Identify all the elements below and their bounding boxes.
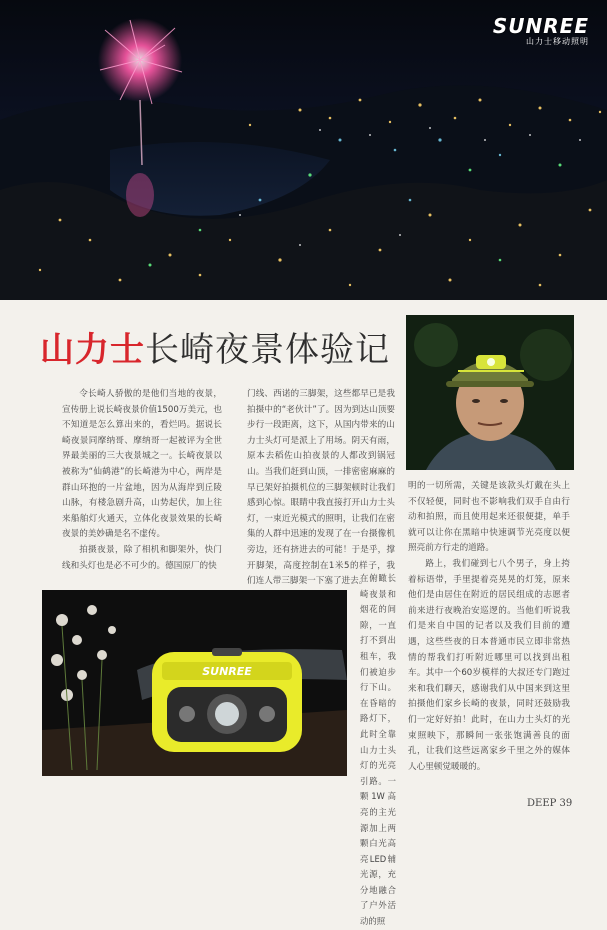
sunree-logo <box>493 14 589 47</box>
product-photo <box>42 590 347 776</box>
logo-wordmark: SUNREE <box>492 14 589 38</box>
man-with-headlamp-illustration <box>406 315 574 470</box>
body-column-2 <box>247 387 395 590</box>
product-brand-text: SUNREE <box>202 665 252 678</box>
hero-photo <box>0 0 607 300</box>
page-number: DEEP 39 <box>527 798 573 809</box>
portrait-photo <box>406 315 574 470</box>
paragraph: 在俯瞰长崎夜景和烟花的间隙，一直打不到出租车，我们被迫步行下山。在昏暗的路灯下，此时全靠山力士头灯的光亮引路。一颗1W高亮的主光源加上两颗白光高亮LED辅光源，充分地融合了户外活动的照 <box>360 573 396 927</box>
title-rest: 长崎夜景体验记 <box>145 330 390 370</box>
body-column-3 <box>360 571 396 930</box>
paragraph: 明的一切所需，关键是该款头灯戴在头上不仅轻便，同时也不影响我们双手自由行动和拍照，而且使用起来还很便捷，单手就可以让你在黑暗中快速调节光亮度以便照亮前方行走的道路。 <box>408 481 570 554</box>
headlamp-product-illustration <box>42 590 347 776</box>
logo-tagline: 山力士移动照明 <box>526 37 589 46</box>
paragraph: 令长崎人骄傲的是他们当地的夜景，宣传册上说长崎夜景价值1500万美元，也不知道是怎么算出来的，看烂吗。据说长崎夜景同摩纳哥、摩纳哥一起被评为全世界最美丽的三大夜景城之一。长崎夜景以被称为“仙鹤港”的长崎港为中心，两岸是群山环抱的一片盆地，因为从海岸到丘陵山脉，有楼急剧升高，山势起伏，加上往来船舶灯火通天，立体化夜景效果的长崎夜景的美妙确是名不虚传。 <box>62 389 222 540</box>
paragraph: 路上，我们碰到七八个男子，身上挎着标语带，手里提着亮晃晃的灯笼，原来他们是由居住在附近的居民组成的志愿者前来进行夜晚治安巡逻的。当他们听说我们是来自中国的记者以及我们目前的遭遇，这些些夜的日本普通市民立即非常热情的帮我们打听附近哪里可以找到出租车。其中一个60岁模样的大叔还专门跑过来和我们聊天，感谢我们从中国来到这里拍摄他们家乡长崎的夜景，同时还鼓励我们一定好好拍！此时，在山力士头灯的光束照映下，那瞬间一张张饱满善良的面孔，让我们这些远离家乡千里之外的媒体人心里顿觉暖暖的。 <box>408 558 570 772</box>
article-title <box>40 322 390 371</box>
paragraph: 门线、西诺的三脚架，这些都早已是我拍摄中的“老伙计”了。因为到达山顶要步行一段距离，这下，从国内带来的山力士头灯可是派上了用场。阴天有雨，原本去稻佐山拍夜景的人都改到锅冠山。当我们赶到山顶，一排密密麻麻的早已架好拍摄机位的三脚架顿时让我们感到心惊。眼睛中我直接打开山力士头灯，一束近光模式的照明，让我们在密集的人群中迅速的发现了在一台摄像机旁边，还有挤进去的可能！于是乎，撑开脚架，高度控制在1米5的样子，我们连人带三脚架一下塞了进去。 <box>247 389 395 587</box>
body-column-4 <box>408 479 570 775</box>
paragraph: 拍摄夜景，除了相机和脚架外，快门线和头灯也是必不可少的。德国原厂的快 <box>62 544 222 571</box>
title-brand: 山力士 <box>40 330 145 370</box>
body-column-1 <box>62 387 222 574</box>
